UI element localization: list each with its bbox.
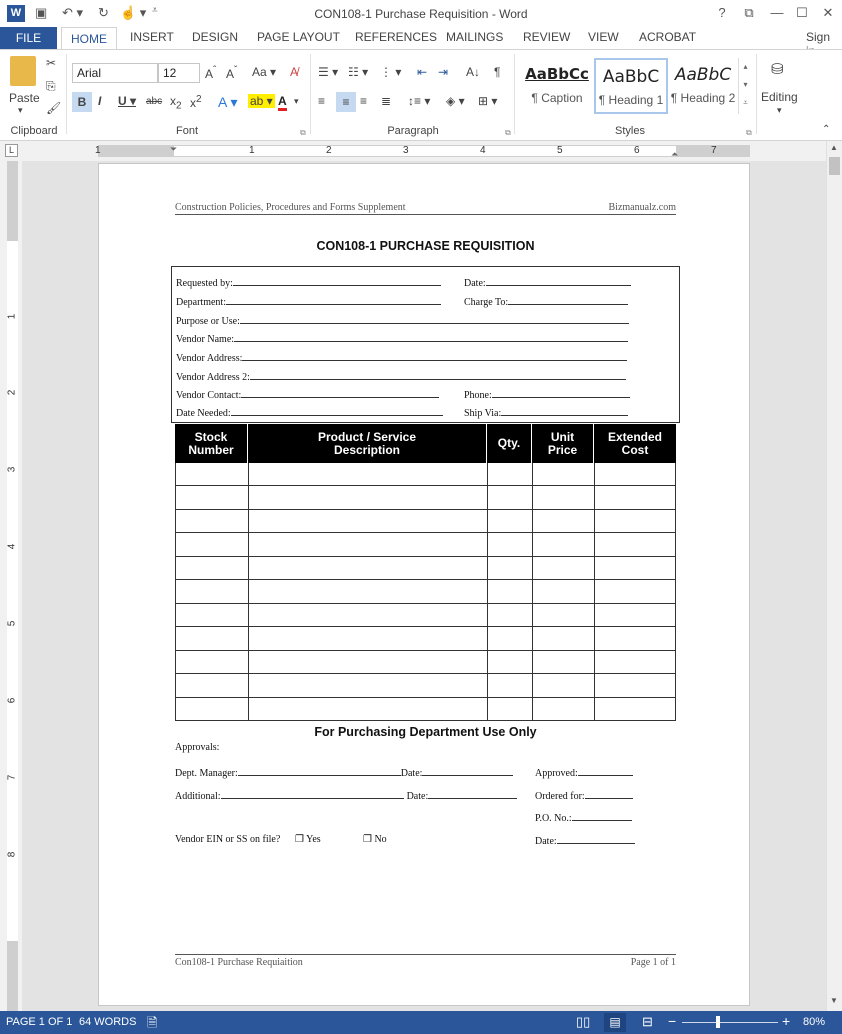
sort-icon[interactable]: A↓ [466,65,481,79]
th-extended-cost [594,424,676,463]
line-spacing-icon[interactable]: ↕≡ ▾ [408,94,431,108]
date2-line [428,789,517,799]
table-column-divider [487,463,488,721]
table-row-divider [176,532,675,533]
vendor-address2-label: Vendor Address 2: [176,372,250,383]
tab-file[interactable]: FILE [0,27,57,50]
zoom-level[interactable]: 80% [803,1016,826,1028]
bottom-margin-area [7,941,18,1011]
footer-right: Page 1 of 1 [630,957,676,968]
date1-line [422,766,513,776]
style-heading-1[interactable] [594,58,668,114]
table-column-divider [248,463,249,721]
date3-line [557,834,635,844]
th-line: Product / Service [317,429,417,444]
approvals-label: Approvals: [175,742,220,753]
shrink-font-icon[interactable]: $A^ˇ$ [226,65,238,81]
th-line: Unit [550,429,575,444]
grow-font-icon[interactable]: $A^ˆ$ [205,65,217,81]
ruler-number: 7 [711,145,717,156]
right-indent-marker-icon[interactable]: ⏶ [671,149,679,159]
styles-group-label: Styles [615,125,645,137]
status-bar [0,1011,842,1034]
th-line: Cost [621,442,649,457]
align-right-icon[interactable]: ≡ [360,94,368,108]
sign-in-link[interactable]: Sign [806,30,831,44]
text-effects-icon[interactable]: A ▾ [218,94,238,110]
table-row-divider [176,579,675,580]
underline-icon[interactable]: U ▾ [118,94,137,108]
date-line [486,276,631,286]
minimize-button[interactable]: — [770,5,784,20]
strikethrough-icon[interactable]: abc [146,96,163,107]
zoom-slider-track[interactable] [682,1022,778,1023]
help-button[interactable]: ? [718,5,726,20]
style-sample: AaBbC [602,67,660,87]
approved-label: Approved: [535,768,578,779]
zoom-slider-thumb[interactable] [716,1016,720,1028]
date-needed-field[interactable] [176,406,443,419]
table-row-divider [176,697,675,698]
undo-icon[interactable]: ↶ ▾ [62,5,84,20]
word-count[interactable]: 64 WORDS [79,1016,137,1028]
charge-to-field[interactable] [464,295,628,308]
save-icon[interactable]: ▣ [35,5,48,20]
shading-icon[interactable]: ◈ ▾ [446,94,465,108]
vendor-name-field[interactable] [176,332,628,345]
horizontal-ruler[interactable] [0,141,842,161]
touch-mode-icon[interactable]: ☝ ▾ [120,5,147,20]
th-stock-number [175,424,248,463]
styles-scroll[interactable]: ▴ ▾ ⩡ [738,58,752,114]
maximize-button[interactable]: ☐ [796,5,808,20]
font-color-icon[interactable]: A [278,94,287,111]
left-margin-area [98,145,174,157]
paste-dropdown-icon[interactable]: ▾ [18,105,23,115]
collapse-ribbon-icon[interactable]: ⌃ [822,124,831,135]
vruler-number: 6 [6,697,18,704]
header-left: Construction Policies, Procedures and Forms Supplement [175,202,406,213]
clipboard-group-label: Clipboard [10,125,58,137]
approved-line [578,766,633,776]
th-line: Stock [194,429,228,444]
indent-marker-icon[interactable]: ⏷ [170,144,178,154]
vruler-number: 8 [6,851,18,858]
superscript-icon[interactable]: $x^2$ [190,94,202,110]
scroll-thumb[interactable] [829,157,840,175]
department-line [226,295,441,305]
table-row-divider [176,626,675,627]
tab-review[interactable]: REVIEW [523,30,571,44]
ordered-for-field[interactable] [535,789,633,802]
paragraph-dialog-launcher-icon[interactable]: ⧉ [505,128,511,137]
vruler-number: 7 [6,774,18,781]
paragraph-group-label: Paragraph [387,125,439,137]
vruler-track [7,161,18,1011]
po-number-label: P.O. No.: [535,813,572,824]
phone-label: Phone: [464,390,492,401]
purpose-line [240,314,629,324]
th-line: Qty. [497,436,521,450]
vendor-address-field[interactable] [176,351,627,364]
print-layout-icon[interactable]: ▤ [604,1013,626,1032]
date3-field[interactable] [535,834,635,847]
editing-dropdown-icon[interactable]: ▾ [777,105,782,115]
increase-indent-icon[interactable]: ⇥ [438,65,449,79]
date-field[interactable] [464,276,631,289]
vruler-number: 3 [6,466,18,473]
ruler-number: 5 [557,145,563,156]
scroll-up-icon[interactable]: ▲ [830,143,838,152]
ruler-number: 4 [480,145,486,156]
dept-manager-field[interactable] [175,766,513,779]
group-divider [514,54,515,134]
th-line: Price [547,442,578,457]
additional-label: Additional: [175,791,221,802]
table-column-divider [532,463,533,721]
vertical-ruler[interactable] [0,161,22,1011]
th-qty [487,424,532,463]
vendor-contact-label: Vendor Contact: [176,390,242,401]
font-color-dropdown-icon[interactable]: ▾ [294,96,299,106]
th-line: Extended [607,429,662,444]
tab-design[interactable]: DESIGN [192,30,239,44]
date3-label: Date: [535,836,557,847]
borders-icon[interactable]: ⊞ ▾ [478,94,498,108]
ribbon [0,49,842,141]
ship-via-label: Ship Via: [464,408,502,419]
th-description [248,424,487,463]
ruler-number: 1 [249,145,255,156]
approved-field[interactable] [535,766,633,779]
paste-button[interactable]: Paste [9,91,40,105]
style-sample: AaBbC [674,65,732,85]
font-name-combo[interactable]: Arial [72,63,158,83]
window-title: CON108-1 Purchase Requisition - Word [314,7,528,21]
redo-icon[interactable]: ↻ [98,5,109,20]
close-button[interactable]: ✕ [822,5,834,20]
binoculars-icon[interactable]: ⛁ [771,61,784,78]
document-title: CON108-1 PURCHASE REQUISITION [316,239,535,253]
vruler-number: 4 [6,543,18,550]
font-size-combo[interactable]: 12 [158,63,200,83]
style-name: ¶ Caption [531,91,583,105]
style-name: ¶ Heading 2 [670,91,736,105]
tab-view[interactable]: VIEW [588,30,619,44]
vendor-name-line [234,332,628,342]
bold-icon[interactable]: B [72,92,92,112]
font-dialog-launcher-icon[interactable]: ⧉ [300,128,306,137]
ribbon-tabs [0,27,842,50]
subscript-icon[interactable]: $x_2$ [170,94,182,112]
paste-icon[interactable] [10,56,36,86]
vendor-address2-line [250,370,626,380]
ship-via-field[interactable] [464,406,628,419]
ship-via-line [501,406,628,416]
requisition-info-box [171,266,680,423]
footer-rule [175,954,676,955]
header-rule [175,214,676,215]
footer-left: Con108-1 Purchase Requiaition [175,957,303,968]
date1-label: Date: [400,768,423,779]
ruler-number: 6 [634,145,640,156]
table-row-divider [176,650,675,651]
tab-insert[interactable]: INSERT [130,30,174,44]
tab-home[interactable]: HOME [61,27,117,51]
group-divider [66,54,67,134]
editing-button[interactable]: Editing [761,90,798,104]
word-app-icon[interactable]: W [7,5,25,22]
header-right: Bizmanualz.com [608,202,676,213]
date-needed-label: Date Needed: [176,408,231,419]
date-label: Date: [464,278,486,289]
table-row-divider [176,673,675,674]
italic-icon[interactable]: I [98,94,102,108]
requested-by-line [233,276,441,286]
change-case-icon[interactable]: Aa ▾ [252,65,277,79]
vendor-contact-line [241,388,439,398]
copy-icon[interactable]: ⎘ [46,79,56,93]
additional-line [221,789,404,799]
zoom-in-icon[interactable]: + [782,1013,791,1029]
table-column-divider [594,463,595,721]
ruler-number: 2 [326,145,332,156]
customize-toolbar-icon[interactable]: ⩡ [152,5,158,16]
tab-acrobat[interactable]: ACROBAT [639,30,697,44]
document-page[interactable] [98,163,750,1006]
table-row-divider [176,485,675,486]
top-margin-area [7,161,18,241]
vruler-number: 1 [6,313,18,320]
vertical-scrollbar[interactable] [826,141,842,1011]
tab-mailings[interactable]: MAILINGS [446,30,504,44]
tab-page-layout[interactable]: PAGE LAYOUT [257,30,340,44]
multilevel-list-icon[interactable]: ⋮ ▾ [380,65,402,79]
bullets-icon[interactable]: ☰ ▾ [318,65,339,79]
clear-formatting-icon[interactable]: A̸ [290,65,299,79]
requested-by-label: Requested by: [176,278,233,289]
tab-references[interactable]: REFERENCES [355,30,438,44]
format-painter-icon[interactable]: 🖌 [46,101,62,115]
style-caption[interactable] [520,58,594,114]
zoom-out-icon[interactable]: − [668,1013,677,1029]
items-grid[interactable] [175,463,676,721]
vendor-address-label: Vendor Address: [176,353,243,364]
styles-dialog-launcher-icon[interactable]: ⧉ [746,128,752,137]
date2-label: Date: [406,791,429,802]
no-checkbox[interactable]: ❐ No [363,834,387,845]
items-table [175,424,676,721]
justify-icon[interactable]: ≣ [381,94,392,108]
highlight-icon[interactable]: ab ▾ [250,94,273,108]
ruler-number: 1 [95,145,101,156]
vendor-name-label: Vendor Name: [176,334,235,345]
yes-checkbox[interactable]: ❐ Yes [295,834,321,845]
date-needed-line [231,406,443,416]
ordered-for-line [585,789,633,799]
center-icon[interactable]: ≡ [336,92,356,112]
title-bar [0,0,842,28]
charge-to-label: Charge To: [464,297,509,308]
style-heading-2[interactable] [666,58,740,114]
vruler-number: 5 [6,620,18,627]
web-layout-icon[interactable]: ⊟ [642,1014,653,1029]
vendor-address2-field[interactable] [176,370,626,383]
phone-line [492,388,630,398]
style-sample: AaBbCc [525,65,589,83]
charge-to-line [508,295,628,305]
th-line: Description [333,442,400,457]
group-divider [310,54,311,134]
cut-icon[interactable]: ✂ [46,56,57,70]
ribbon-display-options-icon[interactable]: ⧉ [744,5,754,20]
proofing-icon[interactable]: 🗎 [147,1015,158,1030]
align-left-icon[interactable]: ≡ [318,94,326,108]
po-number-line [572,811,632,821]
numbering-icon[interactable]: ☷ ▾ [348,65,369,79]
read-mode-icon[interactable]: ▯▯ [576,1014,591,1029]
th-unit-price [532,424,594,463]
vruler-number: 2 [6,389,18,396]
ordered-for-label: Ordered for: [535,791,585,802]
show-marks-icon[interactable]: ¶ [494,65,501,79]
style-name: ¶ Heading 1 [598,93,664,107]
group-divider [756,54,757,134]
vendor-address-line [242,351,627,361]
purchasing-section-title: For Purchasing Department Use Only [314,725,537,739]
department-field[interactable] [176,295,441,308]
dept-manager-line [238,766,401,776]
phone-field[interactable] [464,388,630,401]
vendor-contact-field[interactable] [176,388,439,401]
vendor-ein-question: Vendor EIN or SS on file? [175,834,281,845]
decrease-indent-icon[interactable]: ⇤ [417,65,428,79]
table-row-divider [176,556,675,557]
font-group-label: Font [175,125,198,137]
purpose-field[interactable] [176,314,629,327]
additional-field[interactable] [175,789,517,802]
po-number-field[interactable] [535,811,632,824]
scroll-down-icon[interactable]: ▼ [830,996,838,1005]
requested-by-field[interactable] [176,276,441,289]
page-count[interactable]: PAGE 1 OF 1 [6,1016,73,1028]
table-row-divider [176,509,675,510]
table-row-divider [176,603,675,604]
ruler-track [98,145,750,157]
th-line: Number [188,442,234,457]
tab-selector-icon[interactable]: L [5,144,18,157]
ruler-number: 3 [403,145,409,156]
dept-manager-label: Dept. Manager: [175,768,238,779]
purpose-label: Purpose or Use: [176,316,240,327]
department-label: Department: [176,297,226,308]
